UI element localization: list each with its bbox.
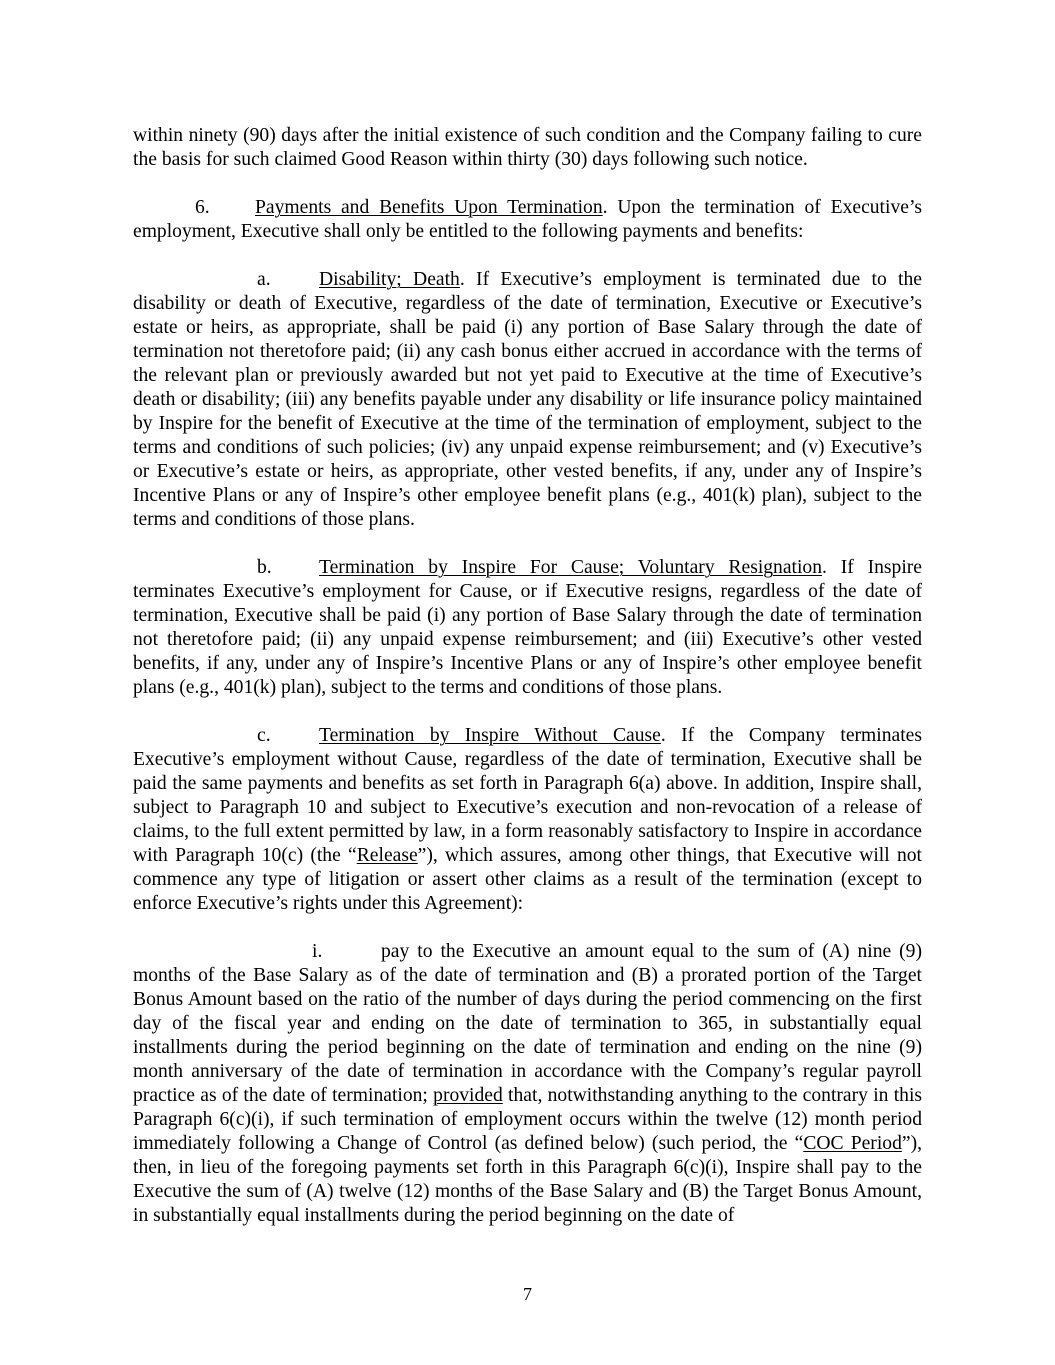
item-i-marker: i. xyxy=(312,941,323,962)
subsection-a-marker: a. xyxy=(257,269,271,290)
subsection-c-heading: Termination by Inspire Without Cause xyxy=(319,725,661,746)
subsection-a-heading: Disability; Death xyxy=(319,269,460,290)
document-body xyxy=(133,124,922,1228)
item-i-text-3: ”), then, in lieu of the foregoing payments set forth in this Paragraph 6(c)(i), Inspire shall pay to the Executive the sum of (A) twelve (12) months of the Base Salary and (B) the Target Bonus Amount, in substantially equal installments during the period beginning on the date of xyxy=(133,1133,922,1226)
coc-period-defined-term: COC Period xyxy=(803,1133,902,1154)
subsection-c-paragraph xyxy=(133,724,922,916)
subsection-a-text: . If Executive’s employment is terminated due to the disability or death of Executive, regardless of the date of termination, Executive or Executive’s estate or heirs, as appropriate, shall be paid (i) any portion of Base Salary through the date of termination not theretofore paid; (ii) any cash bonus either accrued in accordance with the terms of the relevant plan or previously awarded but not yet paid to Executive at the time of Executive’s death or disability; (iii) any benefits payable under any disability or life insurance policy maintained by Inspire for the benefit of Executive at the time of the termination of employment, subject to the terms and conditions of such policies; (iv) any unpaid expense reimbursement; and (v) Executive’s or Executive’s estate or heirs, as appropriate, other vested benefits, if any, under any of Inspire’s Incentive Plans or any of Inspire’s other employee benefit plans (e.g., 401(k) plan), subject to the terms and conditions of those plans. xyxy=(133,269,922,530)
subsection-b-heading: Termination by Inspire For Cause; Voluntary Resignation xyxy=(319,557,823,578)
section-6-text: . Upon the termination of Executive’s employment, Executive shall only be entitled to the following payments and benefits: xyxy=(133,197,923,242)
page-number: 7 xyxy=(523,1284,532,1304)
intro-paragraph xyxy=(133,124,922,172)
subsection-b-text: . If Inspire terminates Executive’s employment for Cause, or if Executive resigns, regardless of the date of termination, Executive shall be paid (i) any portion of Base Salary through the date of termination not theretofore paid; (ii) any unpaid expense reimbursement; and (iii) Executive’s other vested benefits, if any, under any of Inspire’s Incentive Plans or any of Inspire’s other employee benefit plans (e.g., 401(k) plan), subject to the terms and conditions of those plans. xyxy=(133,557,922,698)
subsection-b-marker: b. xyxy=(257,557,272,578)
subsection-b-paragraph xyxy=(133,556,922,700)
section-6-number: 6. xyxy=(195,197,210,218)
release-defined-term: Release xyxy=(356,845,418,866)
item-i-text-1: pay to the Executive an amount equal to the sum of (A) nine (9) months of the Base Salary as of the date of termination and (B) a prorated portion of the Target Bonus Amount based on the ratio of the number of days during the period commencing on the first day of the fiscal year and ending on the date of termination to 365, in substantially equal installments during the period beginning on the date of termination and ending on the nine (9) month anniversary of the date of termination in accordance with the Company’s regular payroll practice as of the date of termination; xyxy=(133,941,922,1106)
subsection-c-text-1: . If the Company terminates Executive’s employment without Cause, regardless of the date of termination, Executive shall be paid the same payments and benefits as set forth in Paragraph 6(a) above. In addition, Inspire shall, subject to Paragraph 10 and subject to Executive’s execution and non-revocation of a release of claims, to the full extent permitted by law, in a form reasonably satisfactory to Inspire in accordance with Paragraph 10(c) (the “ xyxy=(133,725,922,866)
subsection-a-paragraph xyxy=(133,268,922,532)
item-i-text-2: that, notwithstanding anything to the contrary in this Paragraph 6(c)(i), if such termination of employment occurs within the twelve (12) month period immediately following a Change of Control (as defined below) (such period, the “ xyxy=(133,1085,923,1154)
intro-text: within ninety (90) days after the initial existence of such condition and the Company failing to cure the basis for such claimed Good Reason within thirty (30) days following such notice. xyxy=(133,125,922,170)
subsection-c-marker: c. xyxy=(257,725,271,746)
subsection-c-text-2: ”), which assures, among other things, that Executive will not commence any type of litigation or assert other claims as a result of the termination (except to enforce Executive’s rights under this Agreement): xyxy=(133,845,922,914)
section-6-paragraph xyxy=(133,196,922,244)
item-i-paragraph xyxy=(133,940,922,1228)
provided-term: provided xyxy=(433,1085,503,1106)
section-6-heading: Payments and Benefits Upon Termination xyxy=(255,197,603,218)
